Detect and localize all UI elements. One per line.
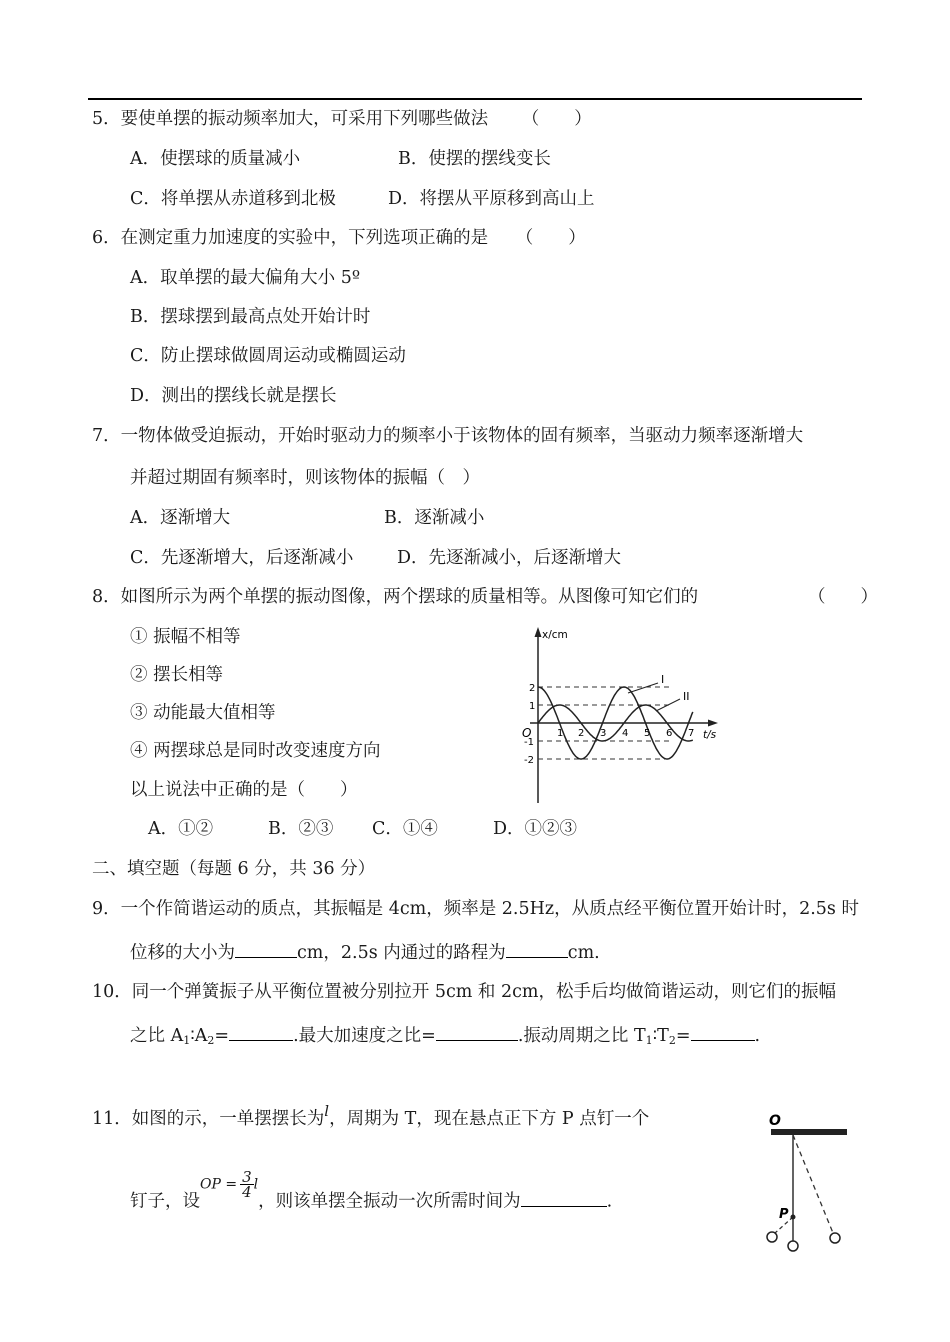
q9-text-3: cm.: [567, 943, 600, 963]
q11-text-1: 11．如图的示，一单摆摆长为: [92, 1109, 325, 1129]
q8-statement-4: ④ 两摆球总是同时改变速度方向: [130, 741, 381, 761]
q10-sub-2: 2: [207, 1034, 215, 1047]
nail-point-p: [791, 1215, 796, 1220]
series-label-1: I: [661, 673, 665, 686]
xtick-6: 6: [666, 728, 673, 739]
x-axis-label: t/s: [703, 729, 717, 741]
pendulum-bob-left: [767, 1232, 777, 1242]
q10-text-2: ∶A: [190, 1026, 208, 1046]
oscillation-graph: [510, 625, 725, 805]
xtick-5: 5: [644, 728, 651, 739]
series-label-2: II: [683, 690, 690, 703]
q6-answer-bracket: （ ）: [515, 228, 586, 248]
q8-statement-3: ③ 动能最大值相等: [130, 703, 276, 723]
q9-stem-line2: [130, 941, 600, 964]
q10-text-8: .: [754, 1026, 761, 1046]
q7-option-b: B．逐渐减小: [384, 508, 485, 528]
ceiling-support: [771, 1129, 847, 1135]
leader-line-1: [628, 683, 658, 693]
xtick-3: 3: [600, 728, 607, 739]
q6-stem-text: 6．在测定重力加速度的实验中，下列选项正确的是: [92, 228, 489, 248]
q5-option-d: D．将摆从平原移到高山上: [388, 189, 595, 209]
q11-stem-line1: [92, 1102, 650, 1130]
q5-option-a: A．使摆球的质量减小: [130, 149, 301, 169]
point-o-label: O: [769, 1113, 781, 1129]
origin-label: O: [522, 726, 532, 740]
q10-text-7: =: [675, 1026, 691, 1046]
q10-text-3: =: [214, 1026, 230, 1046]
xtick-4: 4: [622, 728, 629, 739]
q11-fraction-denominator: 4: [242, 1183, 252, 1201]
q6-option-c: C．防止摆球做圆周运动或椭圆运动: [130, 346, 406, 366]
q10-stem-line1: 10．同一个弹簧振子从平衡位置被分别拉开 5cm 和 2cm，松手后均做简谐运动，则它们的振幅: [92, 982, 837, 1002]
q11-text-2: ，周期为 T，现在悬点正下方 P 点钉一个: [329, 1109, 650, 1129]
q11-text-3: 钉子，设: [130, 1191, 200, 1212]
ytick-1: 1: [529, 701, 536, 712]
q11-formula-l: l: [253, 1176, 259, 1193]
q8-option-c: C．①④: [372, 819, 438, 839]
q11-symbol-l: l: [324, 1102, 330, 1120]
q10-text-5: .振动周期之比 T: [517, 1026, 646, 1046]
pendulum-swing-right: [793, 1135, 833, 1233]
q11-fraction-numerator: 3: [242, 1168, 252, 1186]
q6-option-b: B．摆球摆到最高点处开始计时: [130, 307, 371, 327]
q8-statement-1: ① 振幅不相等: [130, 627, 241, 647]
q10-text-4: .最大加速度之比=: [293, 1026, 436, 1046]
q7-option-d: D．先逐渐减小，后逐渐增大: [397, 548, 622, 568]
q5-option-b: B．使摆的摆线变长: [398, 149, 551, 169]
q11-formula: [200, 1170, 258, 1199]
x-axis-arrow-icon: [708, 720, 718, 727]
ytick-2: 2: [529, 683, 536, 694]
point-p-label: P: [779, 1207, 789, 1222]
q10-text-6: ∶T: [652, 1026, 669, 1046]
q8-stem: 8．如图所示为两个单摆的振动图像，两个摆球的质量相等。从图像可知它们的: [92, 587, 699, 607]
q10-blank-1[interactable]: [229, 1024, 293, 1041]
q8-option-b: B．②③: [268, 819, 334, 839]
q7-option-c: C．先逐渐增大，后逐渐减小: [130, 548, 354, 568]
pendulum-nail-diagram: [755, 1105, 850, 1260]
q6-option-d: D．测出的摆线长就是摆长: [130, 386, 337, 406]
q11-text-5: .: [606, 1191, 613, 1212]
q10-text-1: 之比 A: [130, 1026, 184, 1046]
q11-text-4: ，则该单摆全振动一次所需时间为: [258, 1191, 521, 1212]
q6-stem: [92, 227, 586, 249]
q8-option-d: D．①②③: [493, 819, 578, 839]
section-2-heading: 二、填空题（每题 6 分，共 36 分）: [92, 859, 376, 879]
q11-formula-op: OP =: [200, 1176, 238, 1193]
q10-sub-1: 1: [183, 1034, 191, 1047]
q5-option-c: C．将单摆从赤道移到北极: [130, 189, 336, 209]
q10-blank-2[interactable]: [436, 1024, 518, 1041]
q8-answer-bracket: （ ）: [808, 587, 878, 607]
header-rule: [88, 98, 862, 100]
q5-stem-text: 5．要使单摆的振动频率加大，可采用下列哪些做法: [92, 109, 489, 129]
q7-stem-line1: 7．一物体做受迫振动，开始时驱动力的频率小于该物体的固有频率，当驱动力频率逐渐增大: [92, 426, 804, 446]
q7-option-a: A．逐渐增大: [130, 508, 231, 528]
q7-stem-line2: 并超过期固有频率时，则该物体的振幅（ ）: [130, 468, 480, 488]
xtick-2: 2: [578, 728, 585, 739]
q9-blank-2[interactable]: [506, 941, 568, 958]
q10-blank-3[interactable]: [691, 1024, 755, 1041]
q11-blank-1[interactable]: [521, 1190, 607, 1207]
q9-text-1: 位移的大小为: [130, 943, 235, 963]
y-axis-arrow-icon: [535, 627, 542, 637]
q9-text-2: cm，2.5s 内通过的路程为: [297, 943, 506, 963]
q11-stem-line2: [130, 1168, 613, 1217]
q9-blank-1[interactable]: [235, 941, 297, 958]
q9-stem-line1: 9．一个作简谐运动的质点，其振幅是 4cm，频率是 2.5Hz，从质点经平衡位置开始计时，2.5s 时: [92, 899, 859, 919]
q5-stem: [92, 108, 592, 130]
pendulum-bob-right: [830, 1233, 840, 1243]
q5-answer-bracket: （ ）: [521, 109, 592, 129]
q10-stem-line2: [130, 1024, 760, 1052]
q6-option-a: A．取单摆的最大偏角大小 5º: [130, 268, 361, 288]
ytick-minus2: -2: [524, 755, 534, 766]
xtick-7: 7: [688, 728, 695, 739]
q11-formula-fraction: [240, 1170, 254, 1199]
pendulum-bob-center: [788, 1241, 798, 1251]
q8-option-a: A．①②: [148, 819, 214, 839]
q10-sub-4: 2: [668, 1034, 676, 1047]
y-axis-label: x/cm: [542, 629, 568, 641]
q8-ask: 以上说法中正确的是（ ）: [130, 780, 358, 800]
ytick-minus1: -1: [524, 737, 534, 748]
q8-statement-2: ② 摆长相等: [130, 665, 224, 685]
xtick-1: 1: [557, 728, 564, 739]
q10-sub-3: 1: [645, 1034, 653, 1047]
